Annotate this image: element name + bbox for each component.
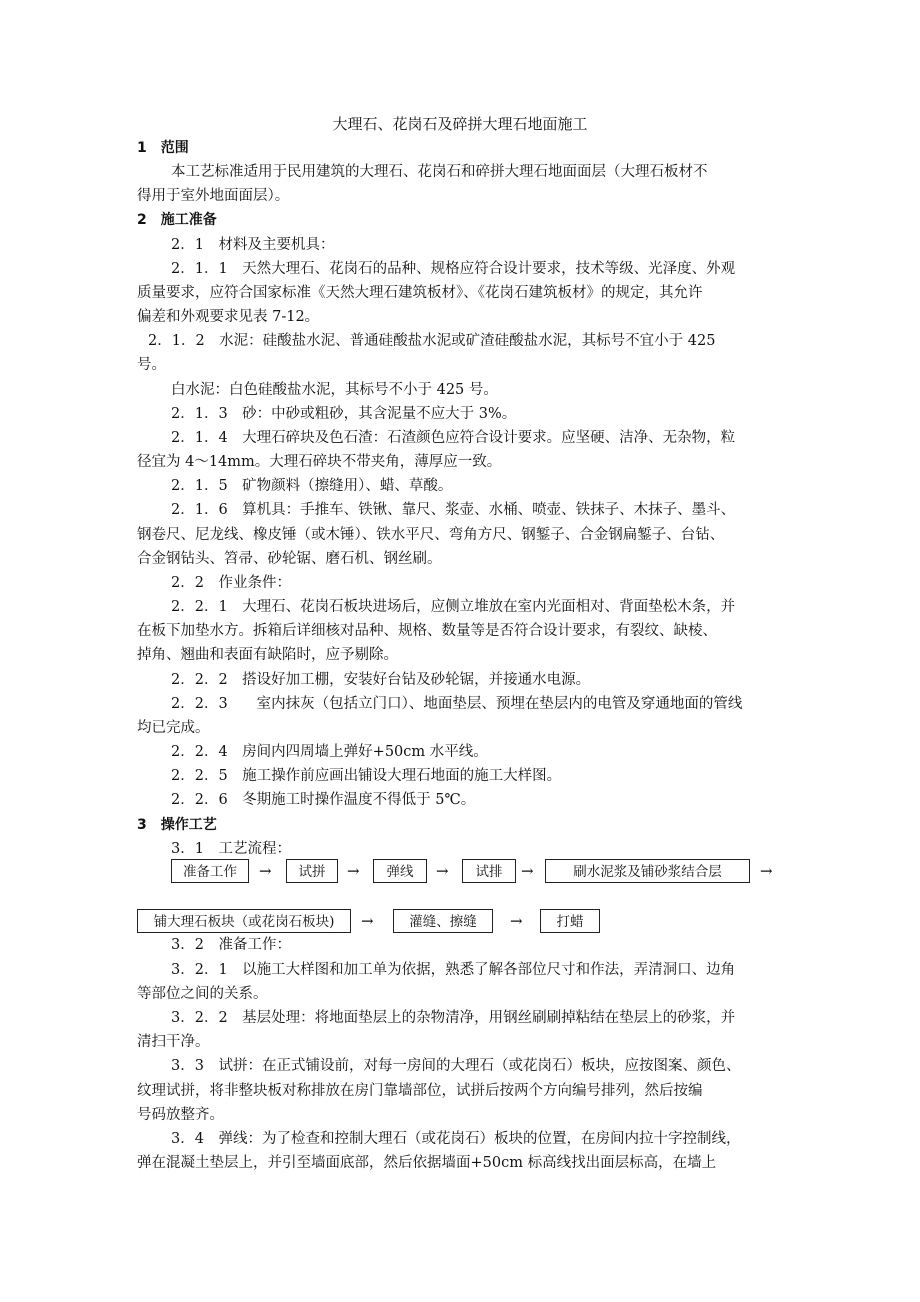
paragraph-line: 在板下加垫水方。拆箱后详细核对品种、规格、数量等是否符合设计要求，有裂纹、缺棱、 — [137, 623, 717, 639]
flow-step-trial-layout: 试拼 — [286, 859, 338, 883]
paragraph-line: 纹理试拼，将非整块板对称排放在房门靠墙部位，试拼后按两个方向编号排列，然后按编 — [137, 1083, 703, 1099]
flow-step-grout-joints: 灌缝、擦缝 — [393, 909, 493, 933]
paragraph-line: 号。 — [137, 357, 166, 373]
section-2-heading: 2 施工准备 — [137, 212, 217, 228]
paragraph-line: 号码放整齐。 — [137, 1107, 224, 1123]
paragraph-line: 得用于室外地面面层）。 — [137, 188, 290, 204]
paragraph-line: 2．1．3 砂：中砂或粗砂，其含泥量不应大于 3%。 — [171, 406, 517, 422]
flow-arrow-icon: → — [347, 862, 360, 880]
section-3-heading: 3 操作工艺 — [137, 817, 217, 833]
paragraph-line: 3．1 工艺流程： — [171, 841, 291, 857]
paragraph-line: 2．2．2 搭设好加工棚，安装好台钻及砂轮锯，并接通水电源。 — [171, 672, 591, 688]
flow-step-mortar-bed: 刷水泥浆及铺砂浆结合层 — [545, 859, 750, 883]
section-1-heading: 1 范围 — [137, 140, 189, 156]
paragraph-line: 本工艺标准适用于民用建筑的大理石、花岗石和碎拼大理石地面面层（大理石板材不 — [171, 164, 708, 180]
paragraph-line: 2．1 材料及主要机具： — [171, 237, 335, 253]
flow-arrow-icon: → — [259, 862, 272, 880]
paragraph-line: 等部位之间的关系。 — [137, 986, 268, 1002]
paragraph-line: 清扫干净。 — [137, 1034, 210, 1050]
paragraph-line: 2．1．2 水泥：硅酸盐水泥、普通硅酸盐水泥或矿渣硅酸盐水泥，其标号不宜小于 425 — [148, 333, 716, 349]
paragraph-line: 3．2．2 基层处理：将地面垫层上的杂物清净，用钢丝刷刷掉粘结在垫层上的砂浆，并 — [171, 1010, 736, 1026]
paragraph-line: 偏差和外观要求见表 7-12。 — [137, 309, 320, 325]
paragraph-line: 2．2．5 施工操作前应画出铺设大理石地面的施工大样图。 — [171, 768, 562, 784]
paragraph-line: 径宜为 4～14mm。大理石碎块不带夹角，薄厚应一致。 — [137, 454, 502, 470]
paragraph-line: 弹在混凝土垫层上，并引至墙面底部，然后依据墙面+50cm 标高线找出面层标高，在墙上 — [137, 1155, 717, 1171]
flow-arrow-icon: → — [510, 912, 523, 930]
paragraph-line: 2．1．1 天然大理石、花岗石的品种、规格应符合设计要求，技术等级、光泽度、外观 — [171, 261, 736, 277]
paragraph-line: 钢卷尺、尼龙线、橡皮锤（或木锤）、铁水平尺、弯角方尺、钢錾子、合金钢扁錾子、台钻、 — [137, 527, 725, 543]
flow-step-lay-slabs: 铺大理石板块（或花岗石板块) — [137, 909, 351, 933]
paragraph-line: 2．1．4 大理石碎块及色石渣：石渣颜色应符合设计要求。应坚硬、洁净、无杂物，粒 — [171, 430, 736, 446]
flow-arrow-icon: → — [361, 912, 374, 930]
flow-arrow-icon: → — [436, 862, 449, 880]
flow-arrow-icon: → — [760, 862, 773, 880]
paragraph-line: 3．3 试拼：在正式铺设前，对每一房间的大理石（或花岗石）板块，应按图案、颜色、 — [171, 1058, 741, 1074]
paragraph-line: 掉角、翘曲和表面有缺陷时，应予剔除。 — [137, 647, 398, 663]
paragraph-line: 2．2．1 大理石、花岗石板块进场后，应侧立堆放在室内光面相对、背面垫松木条，并 — [171, 599, 736, 615]
flow-arrow-icon: → — [521, 862, 534, 880]
paragraph-line: 2．1．5 矿物颜料（擦缝用）、蜡、草酸。 — [171, 478, 453, 494]
paragraph-line: 2．2 作业条件： — [171, 575, 291, 591]
paragraph-line: 白水泥：白色硅酸盐水泥，其标号不小于 425 号。 — [171, 382, 498, 398]
paragraph-line: 均已完成。 — [137, 720, 210, 736]
flow-step-trial-arrange: 试排 — [462, 859, 516, 883]
flow-step-waxing: 打蜡 — [540, 909, 600, 933]
paragraph-line: 2．2．3 室内抹灰（包括立门口）、地面垫层、预埋在垫层内的电管及穿通地面的管线 — [171, 696, 743, 712]
paragraph-line: 2．2．4 房间内四周墙上弹好+50cm 水平线。 — [171, 744, 488, 760]
flow-step-snap-line: 弹线 — [373, 859, 427, 883]
paragraph-line: 2．1．6 算机具：手推车、铁锹、靠尺、浆壶、水桶、喷壶、铁抹子、木抹子、墨斗、 — [171, 502, 736, 518]
paragraph-line: 质量要求，应符合国家标准《天然大理石建筑板材》、《花岗石建筑板材》的规定，其允许 — [137, 285, 703, 301]
paragraph-line: 3．2 准备工作： — [171, 937, 291, 953]
flow-step-prepare: 准备工作 — [171, 859, 249, 883]
document-title: 大理石、花岗石及碎拼大理石地面施工 — [332, 115, 588, 133]
paragraph-line: 合金钢钻头、笤帚、砂轮锯、磨石机、钢丝刷。 — [137, 551, 442, 567]
paragraph-line: 2．2．6 冬期施工时操作温度不得低于 5℃。 — [171, 792, 476, 808]
paragraph-line: 3．4 弹线：为了检查和控制大理石（或花岗石）板块的位置，在房间内拉十字控制线， — [171, 1131, 741, 1147]
paragraph-line: 3．2．1 以施工大样图和加工单为依据，熟悉了解各部位尺寸和作法，弄清洞口、边角 — [171, 962, 736, 978]
